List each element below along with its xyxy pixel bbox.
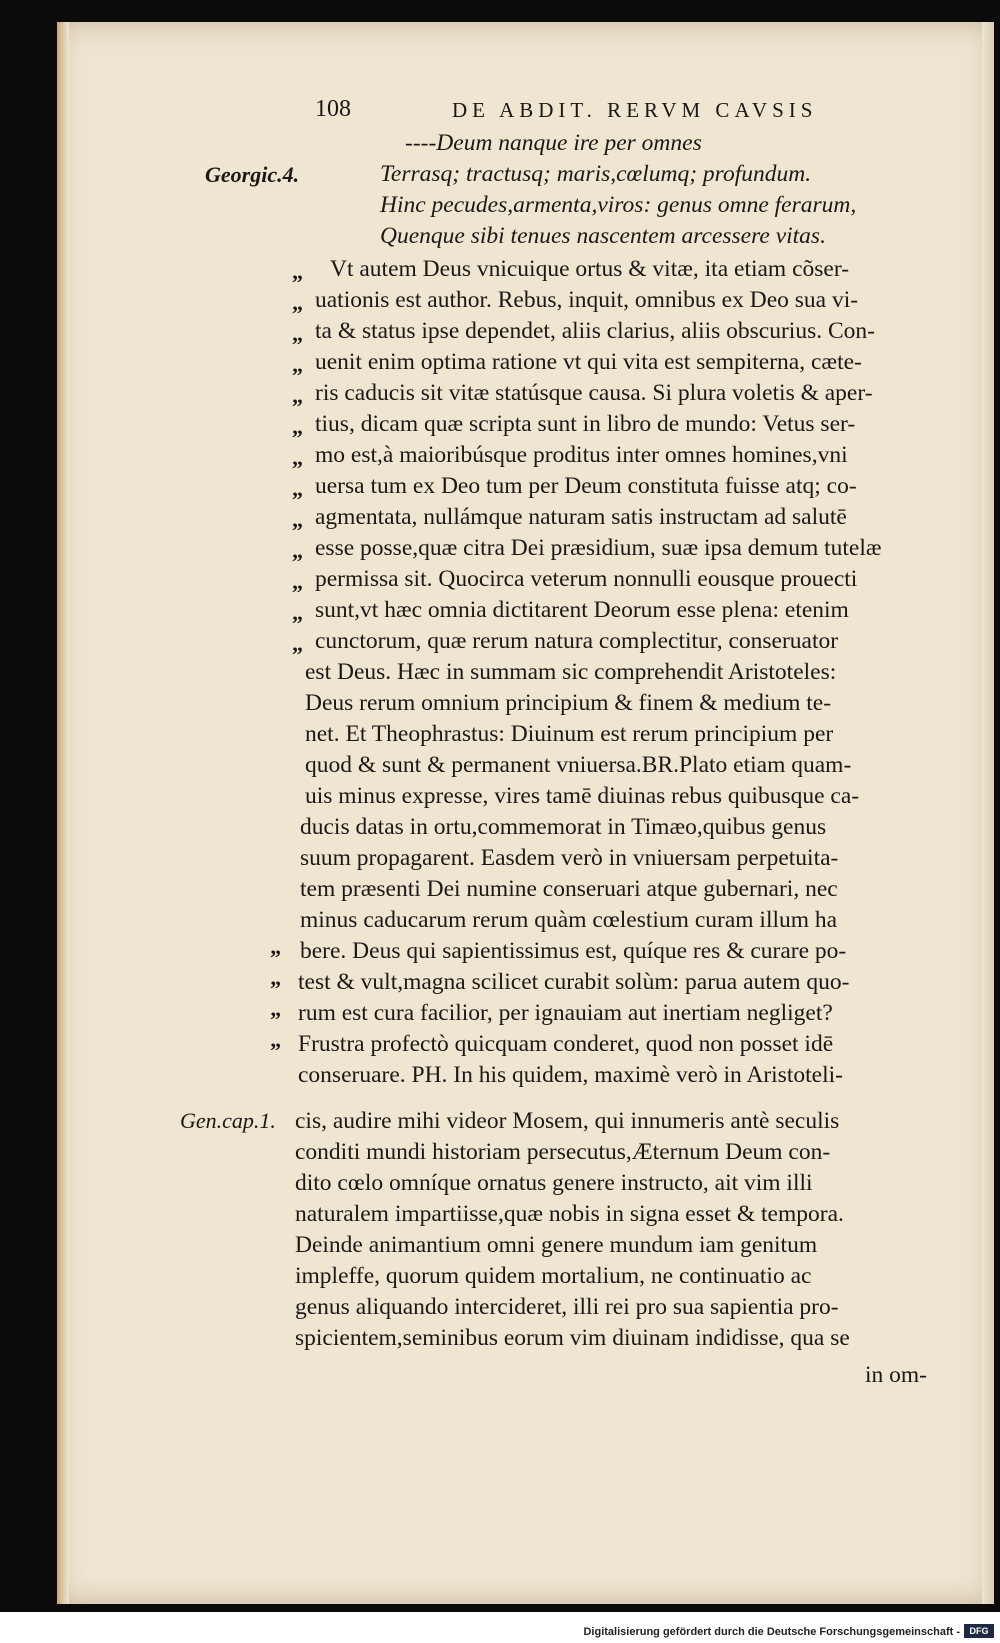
text-line: uenit enim optima ratione vt qui vita est sempiterna, cæte- bbox=[315, 349, 862, 375]
text-line: esse posse,quæ citra Dei præsidium, suæ ipsa demum tutelæ bbox=[315, 535, 882, 561]
text-line: ris caducis sit vitæ statúsque causa. Si plura voletis & aper- bbox=[315, 380, 873, 406]
page-gutter-shadow bbox=[57, 22, 69, 1604]
text-line: Vt autem Deus vnicuique ortus & vitæ, ita etiam cõser- bbox=[330, 256, 850, 282]
quote-mark: „ bbox=[292, 445, 303, 470]
quote-mark: „ bbox=[292, 321, 303, 346]
quote-mark: ” bbox=[270, 1007, 281, 1032]
text-line: uationis est author. Rebus, inquit, omnibus ex Deo sua vi- bbox=[315, 287, 859, 313]
quote-mark: „ bbox=[292, 476, 303, 501]
verse-line: ----Deum nanque ire per omnes bbox=[405, 130, 702, 156]
quote-mark: ” bbox=[270, 1038, 281, 1063]
text-line: Frustra profectò quicquam conderet, quod non posset idē bbox=[298, 1031, 834, 1057]
margin-note-genesis: Gen.cap.1. bbox=[180, 1108, 276, 1133]
quote-mark: ” bbox=[270, 976, 281, 1001]
text-line: mo est,à maioribúsque proditus inter omnes homines,vni bbox=[315, 442, 848, 468]
quote-mark: „ bbox=[292, 352, 303, 377]
text-line: Deus rerum omnium principium & finem & medium te- bbox=[305, 690, 832, 716]
quote-mark: „ bbox=[292, 631, 303, 656]
quote-mark: „ bbox=[292, 259, 303, 284]
text-line: bere. Deus qui sapientissimus est, quíque res & curare po- bbox=[300, 938, 847, 964]
text-line: uis minus expresse, vires tamē diuinas rebus quibusque ca- bbox=[305, 783, 860, 809]
quote-mark: „ bbox=[292, 290, 303, 315]
dfg-logo-icon: DFG bbox=[964, 1624, 994, 1638]
verse-line: Terrasq; tractusq; maris,cœlumq; profundum. bbox=[380, 161, 812, 187]
catchword: in om- bbox=[865, 1362, 928, 1388]
text-line: est Deus. Hæc in summam sic comprehendit Aristoteles: bbox=[305, 659, 837, 685]
text-line: conseruare. PH. In his quidem, maximè verò in Aristoteli- bbox=[298, 1062, 843, 1088]
quote-mark: „ bbox=[292, 538, 303, 563]
text-line: permissa sit. Quocirca veterum nonnulli eousque prouecti bbox=[315, 566, 858, 592]
text-line: dito cœlo omníque ornatus genere instructo, ait vim illi bbox=[295, 1170, 813, 1196]
text-line: ducis datas in ortu,commemorat in Timæo,quibus genus bbox=[300, 814, 827, 840]
quote-mark: „ bbox=[292, 569, 303, 594]
text-line: Deinde animantium omni genere mundum iam genitum bbox=[295, 1232, 818, 1258]
text-line: agmentata, nullámque naturam satis instructam ad salutē bbox=[315, 504, 847, 530]
text-line: tius, dicam quæ scripta sunt in libro de mundo: Vetus ser- bbox=[315, 411, 856, 437]
text-line: rum est cura facilior, per ignauiam aut inertiam negliget? bbox=[298, 1000, 833, 1026]
quote-mark: „ bbox=[292, 383, 303, 408]
text-line: test & vult,magna scilicet curabit solùm: parua autem quo- bbox=[298, 969, 850, 995]
quote-mark: „ bbox=[292, 414, 303, 439]
page-number: 108 bbox=[315, 96, 351, 122]
text-line: suum propagarent. Easdem verò in vniuersam perpetuita- bbox=[300, 845, 839, 871]
page-edge bbox=[982, 22, 994, 1604]
quote-mark: ” bbox=[270, 945, 281, 970]
text-line: minus caducarum rerum quàm cœlestium curam illum ha bbox=[300, 907, 838, 933]
text-line: ta & status ipse dependet, aliis clarius, aliis obscurius. Con- bbox=[315, 318, 875, 344]
running-title: DE ABDIT. RERVM CAVSIS bbox=[452, 98, 818, 122]
funding-credit: Digitalisierung gefördert durch die Deutsche Forschungsgemeinschaft - bbox=[583, 1626, 960, 1638]
text-line: sunt,vt hæc omnia dictitarent Deorum esse plena: etenim bbox=[315, 597, 849, 623]
margin-note-georgic: Georgic.4. bbox=[205, 162, 300, 187]
text-line: cunctorum, quæ rerum natura complectitur, conseruator bbox=[315, 628, 839, 654]
text-line: impleffe, quorum quidem mortalium, ne continuatio ac bbox=[295, 1263, 812, 1289]
text-line: uersa tum ex Deo tum per Deum constituta fuisse atq; co- bbox=[315, 473, 857, 499]
text-line: quod & sunt & permanent vniuersa.BR.Plato etiam quam- bbox=[305, 752, 852, 778]
text-line: genus aliquando intercideret, illi rei pro sua sapientia pro- bbox=[295, 1294, 839, 1320]
text-line: conditi mundi historiam persecutus,Æternum Deum con- bbox=[295, 1139, 831, 1165]
verse-line: Quenque sibi tenues nascentem arcessere vitas. bbox=[380, 223, 826, 249]
text-line: tem præsenti Dei numine conseruari atque gubernari, nec bbox=[300, 876, 838, 902]
text-line: cis, audire mihi videor Mosem, qui innumeris antè seculis bbox=[295, 1108, 840, 1134]
quote-mark: „ bbox=[292, 600, 303, 625]
quote-mark: „ bbox=[292, 507, 303, 532]
verse-line: Hinc pecudes,armenta,viros: genus omne ferarum, bbox=[380, 192, 857, 218]
text-line: naturalem impartiisse,quæ nobis in signa esset & tempora. bbox=[295, 1201, 844, 1227]
text-line: net. Et Theophrastus: Diuinum est rerum principium per bbox=[305, 721, 834, 747]
text-line: spicientem,seminibus eorum vim diuinam indidisse, qua se bbox=[295, 1325, 850, 1351]
